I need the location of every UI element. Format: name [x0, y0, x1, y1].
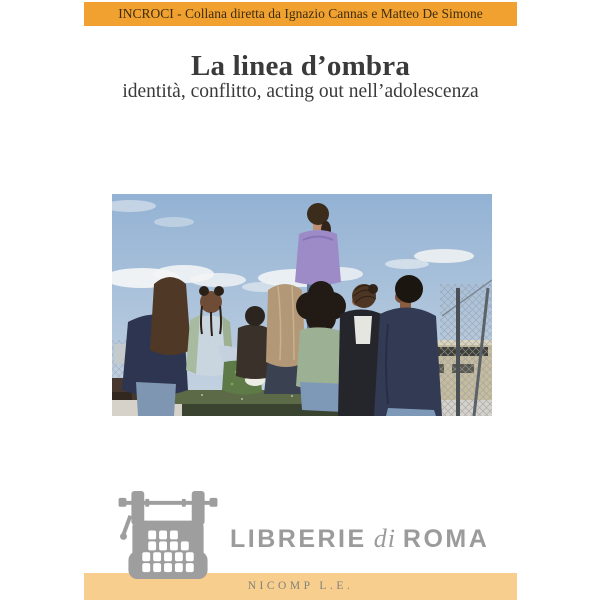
logo-word-di: di	[373, 524, 396, 553]
series-banner-text: INCROCI - Collana diretta da Ignazio Cannas e Matteo De Simone	[118, 6, 483, 21]
teens-photo-illustration	[112, 194, 492, 416]
book-subtitle: identità, conflitto, acting out nell’adolescenza	[122, 81, 479, 102]
typewriter-icon	[117, 488, 219, 579]
right-fence	[440, 280, 492, 416]
logo-word-librerie: LIBRERIE	[230, 525, 367, 553]
cover-photo	[112, 194, 492, 416]
logo-word-roma: ROMA	[402, 525, 490, 553]
series-banner	[84, 2, 517, 26]
librerie-di-roma-logo	[230, 524, 490, 554]
book-title: La linea d’ombra	[190, 50, 411, 82]
publisher-name: NICOMP L.E.	[247, 580, 354, 592]
